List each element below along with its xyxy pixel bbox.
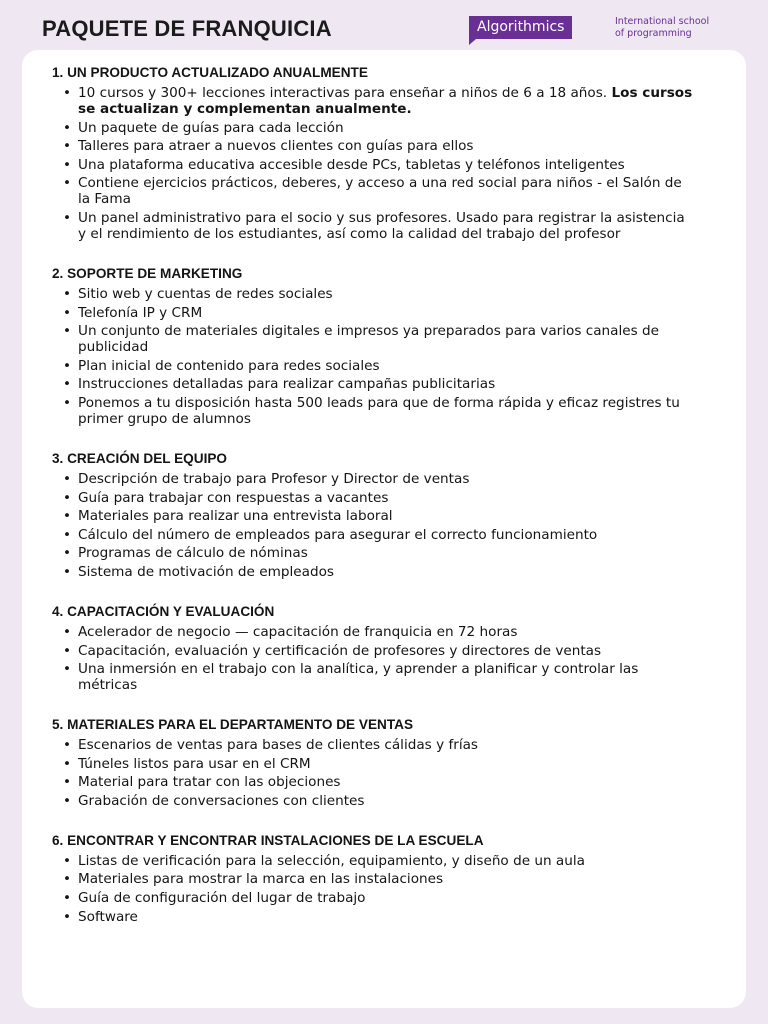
list-item: [52, 756, 693, 772]
list-item: [52, 545, 693, 561]
list-item: [52, 853, 693, 869]
bullet-icon: •: [63, 175, 72, 192]
bullet-icon: •: [63, 526, 72, 543]
item-list: [52, 737, 716, 809]
bullet-icon: •: [63, 508, 72, 525]
list-item: [52, 527, 693, 543]
brand-logo: Algorithmics: [469, 16, 572, 39]
bullet-icon: •: [63, 357, 72, 374]
list-item: [52, 471, 693, 487]
list-item: [52, 358, 693, 374]
section-team: [52, 451, 716, 580]
list-item: [52, 793, 693, 809]
list-item-text: Guía de configuración del lugar de trabajo: [78, 890, 366, 907]
section-sales: [52, 717, 716, 809]
bullet-icon: •: [63, 852, 72, 869]
bullet-icon: •: [63, 661, 72, 678]
list-item-text: Un panel administrativo para el socio y sus profesores. Usado para registrar la asistencia y el rendimiento de los estudiantes, así como la calidad del trabajo del profesor: [78, 209, 685, 242]
list-item-text: Instrucciones detalladas para realizar campañas publicitarias: [78, 376, 496, 393]
list-item-text: Materiales para realizar una entrevista laboral: [78, 508, 393, 525]
brand-tagline-line1: International school: [615, 16, 710, 27]
bullet-icon: •: [63, 323, 72, 340]
content-card: [22, 50, 746, 1008]
item-list: [52, 853, 716, 925]
list-item-text: Grabación de conversaciones con clientes: [78, 792, 365, 809]
list-item-text: Plan inicial de contenido para redes sociales: [78, 357, 380, 374]
list-item-text: Materiales para mostrar la marca en las instalaciones: [78, 871, 444, 888]
page-title: PAQUETE DE FRANQUICIA: [42, 16, 332, 41]
bullet-icon: •: [63, 623, 72, 640]
list-item-text: Ponemos a tu disposición hasta 500 leads para que de forma rápida y eficaz registres tu primer grupo de alumnos: [78, 394, 680, 427]
list-item-text: Un paquete de guías para cada lección: [78, 119, 344, 136]
list-item-text: Cálculo del número de empleados para asegurar el correcto funcionamiento: [78, 526, 598, 543]
bullet-icon: •: [63, 470, 72, 487]
list-item-text: Sitio web y cuentas de redes sociales: [78, 285, 333, 302]
bullet-icon: •: [63, 394, 72, 411]
list-item-text: Acelerador de negocio — capacitación de franquicia en 72 horas: [78, 623, 518, 640]
list-item-text: Programas de cálculo de nóminas: [78, 545, 308, 562]
section-heading: 3. CREACIÓN DEL EQUIPO: [52, 450, 227, 466]
bullet-icon: •: [63, 304, 72, 321]
list-item: [52, 624, 693, 640]
list-item-text: Material para tratar con las objeciones: [78, 774, 341, 791]
bullet-icon: •: [63, 563, 72, 580]
section-heading: 1. UN PRODUCTO ACTUALIZADO ANUALMENTE: [52, 65, 368, 80]
bullet-icon: •: [63, 737, 72, 754]
section-facilities: [52, 833, 716, 925]
list-item: [52, 175, 693, 207]
section-marketing: [52, 266, 716, 427]
bullet-icon: •: [63, 85, 72, 101]
item-list: [52, 85, 716, 242]
bullet-icon: •: [63, 890, 72, 907]
bullet-icon: •: [63, 209, 72, 226]
list-item: [52, 643, 693, 659]
bullet-icon: •: [63, 138, 72, 155]
list-item-text: Software: [78, 908, 138, 925]
bullet-icon: •: [63, 774, 72, 791]
list-item-text: Una plataforma educativa accesible desde PCs, tabletas y teléfonos inteligentes: [78, 156, 625, 173]
list-item-text: Listas de verificación para la selección, equipamiento, y diseño de un aula: [78, 852, 585, 869]
section-heading: 6. ENCONTRAR Y ENCONTRAR INSTALACIONES DE LA ESCUELA: [52, 832, 484, 848]
list-item: [52, 564, 693, 580]
section-product: [52, 65, 716, 242]
list-item-text: Túneles listos para usar en el CRM: [78, 755, 311, 772]
list-item: [52, 323, 693, 355]
item-list: [52, 286, 716, 427]
list-item: [52, 508, 693, 524]
bullet-icon: •: [63, 156, 72, 173]
list-item: [52, 157, 693, 173]
bullet-icon: •: [63, 285, 72, 302]
section-heading: 5. MATERIALES PARA EL DEPARTAMENTO DE VENTAS: [52, 717, 414, 733]
section-heading: 4. CAPACITACIÓN Y EVALUACIÓN: [52, 603, 275, 619]
list-item: [52, 661, 693, 693]
list-item: [52, 376, 693, 392]
section-heading: 2. SOPORTE DE MARKETING: [52, 265, 243, 281]
list-item-text: Escenarios de ventas para bases de clientes cálidas y frías: [78, 737, 479, 754]
list-item-text: 10 cursos y 300+ lecciones interactivas para enseñar a niños de 6 a 18 años.: [78, 85, 612, 101]
bullet-icon: •: [63, 642, 72, 659]
list-item-text: Un conjunto de materiales digitales e impresos ya preparados para varios canales de publicidad: [78, 323, 660, 356]
list-item: [52, 85, 693, 117]
bullet-icon: •: [63, 489, 72, 506]
page-header: [0, 0, 768, 50]
list-item: [52, 138, 693, 154]
list-item-text: Una inmersión en el trabajo con la analítica, y aprender a planificar y controlar las métricas: [78, 661, 639, 694]
bullet-icon: •: [63, 119, 72, 136]
list-item: [52, 774, 693, 790]
list-item: [52, 305, 693, 321]
list-item-text: Telefonía IP y CRM: [78, 304, 203, 321]
brand-tagline: [615, 16, 709, 40]
list-item: [52, 120, 693, 136]
list-item-text: Contiene ejercicios prácticos, deberes, y acceso a una red social para niños - el Salón de la Fama: [78, 175, 682, 208]
list-item: [52, 490, 693, 506]
list-item-text: Descripción de trabajo para Profesor y Director de ventas: [78, 470, 470, 487]
list-item-bold-text: Los cursos se actualizan y complementan anualmente.: [78, 85, 693, 117]
list-item-text: Capacitación, evaluación y certificación de profesores y directores de ventas: [78, 642, 602, 659]
bullet-icon: •: [63, 376, 72, 393]
bullet-icon: •: [63, 755, 72, 772]
list-item: [52, 395, 693, 427]
list-item: [52, 871, 693, 887]
list-item: [52, 890, 693, 906]
bullet-icon: •: [63, 871, 72, 888]
list-item-text: Guía para trabajar con respuestas a vacantes: [78, 489, 389, 506]
bullet-icon: •: [63, 908, 72, 925]
list-item: [52, 737, 693, 753]
brand-tagline-line2: of programming: [615, 28, 692, 39]
section-training: [52, 604, 716, 693]
item-list: [52, 471, 716, 580]
list-item: [52, 909, 693, 925]
list-item-text: Talleres para atraer a nuevos clientes con guías para ellos: [78, 138, 474, 155]
bullet-icon: •: [63, 545, 72, 562]
list-item-text: Sistema de motivación de empleados: [78, 563, 334, 580]
list-item: [52, 286, 693, 302]
bullet-icon: •: [63, 792, 72, 809]
list-item: [52, 210, 693, 242]
item-list: [52, 624, 716, 693]
